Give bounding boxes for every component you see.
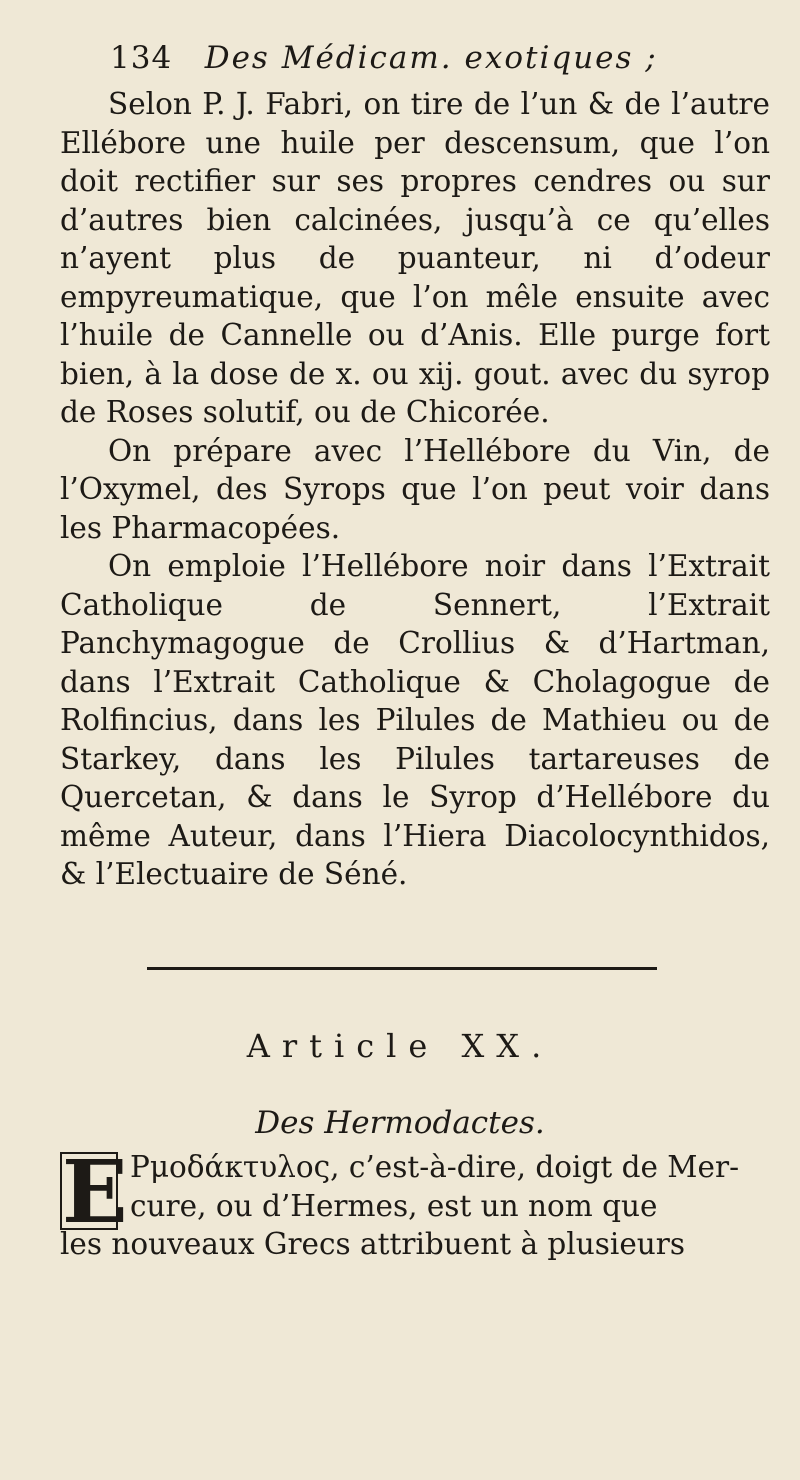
drop-cap-letter: E: [62, 1142, 128, 1243]
section-divider: [147, 967, 657, 970]
article-opening-text: [60, 1142, 770, 1264]
article-line-3: les nouveaux Grecs attribuent à plusieurs: [60, 1227, 686, 1261]
paragraph-uses: On emploie l’Hellébore noir dans l’Extrait Catholique de Sennert, l’Extrait Panchymagogue de Crollius & d’Hartman, dans l’Extrait Catholique & Cholagogue de Rolfincius, dans les Pilules de Mathieu ou de Starkey, dans les Pilules tartareuses de Quercetan, & dans le Syrop d’Hellébore du même Auteur, dans l’Hiera Diacolocynthidos, & l’Electuaire de Séné.: [60, 549, 770, 891]
paragraph-preparations: On prépare avec l’Hellébore du Vin, de l’Oxymel, des Syrops que l’on peut voir dans les Pharmacopées.: [60, 433, 770, 545]
section-subheading: Des Hermodactes.: [255, 1105, 545, 1141]
running-header: [110, 40, 770, 90]
main-text: [60, 85, 770, 894]
running-title: Des Médicam. exotiques ;: [204, 40, 658, 76]
article-line-1: Ρμοδάκτυλος, c’est-à-dire, doigt de Mer-: [130, 1150, 740, 1184]
paragraph-fabri: Selon P. J. Fabri, on tire de l’un & de l’autre Ellébore une huile per descensum, que l’on doit rectifier sur ses propres cendres ou sur d’autres bien calcinées, jusqu’à ce qu’elles n’ayent plus de puanteur, ni d’odeur empyreumatique, que l’on mêle ensuite avec l’huile de Cannelle ou d’Anis. Elle purge fort bien, à la dose de x. ou xij. gout. avec du syrop de Roses solutif, ou de Chicorée.: [60, 87, 770, 429]
article-line-2: cure, ou d’Hermes, est un nom que: [130, 1188, 658, 1223]
page-number: 134: [110, 40, 173, 76]
article-heading: Article XX.: [246, 1027, 554, 1065]
